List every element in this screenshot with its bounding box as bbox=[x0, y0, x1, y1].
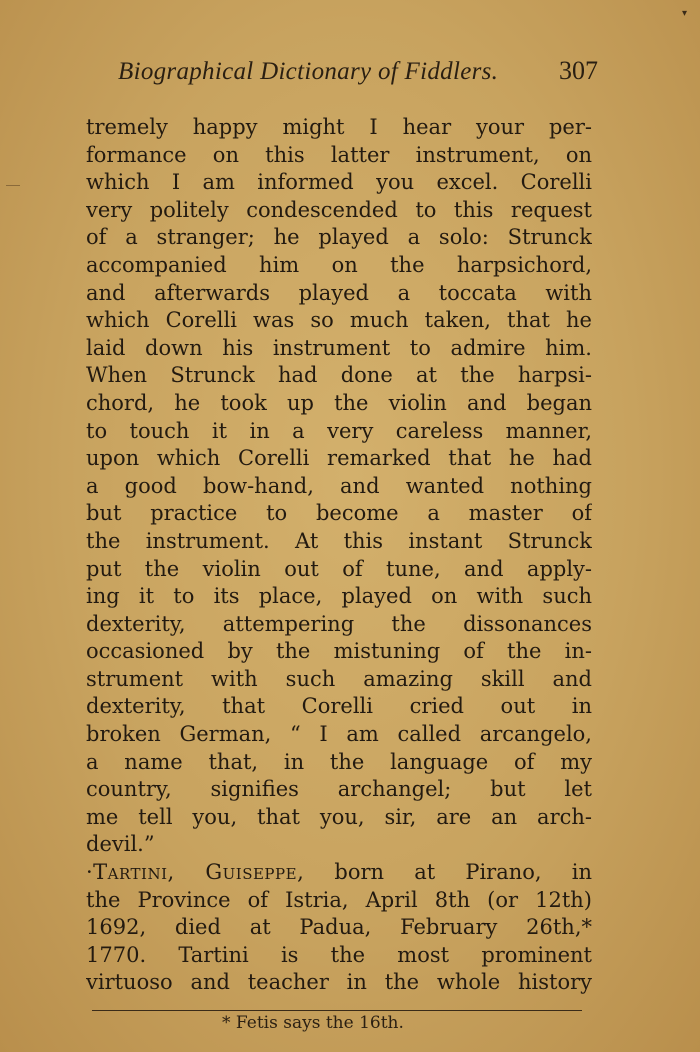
text-line: broken German, “ I am called arcangelo, bbox=[86, 722, 592, 747]
text-line: ing it to its place, played on with such bbox=[86, 584, 592, 609]
text-line: which Corelli was so much taken, that he bbox=[86, 308, 592, 333]
footnote-text: Fetis says the 16th. bbox=[235, 1013, 404, 1033]
text-line: occasioned by the mistuning of the in- bbox=[86, 639, 592, 664]
text-line: formance on this latter instrument, on bbox=[86, 142, 592, 167]
text-line: but practice to become a master of bbox=[86, 501, 592, 526]
text-line: devil.” bbox=[86, 832, 155, 857]
corner-mark-icon: ▾ bbox=[682, 8, 688, 19]
text-line: and afterwards played a toccata with bbox=[86, 280, 592, 305]
margin-mark bbox=[6, 185, 20, 186]
text-line: me tell you, that you, sir, are an arch- bbox=[86, 804, 592, 829]
text-line: dexterity, attempering the dissonances bbox=[86, 611, 592, 636]
text-line: 1770. Tartini is the most prominent bbox=[86, 942, 592, 967]
text-line: put the violin out of tune, and apply- bbox=[86, 556, 592, 581]
text-line: a good bow-hand, and wanted nothing bbox=[86, 473, 592, 498]
text-line: which I am informed you excel. Corelli bbox=[86, 170, 592, 195]
text-line: accompanied him on the harpsichord, bbox=[86, 252, 592, 277]
text-line: of a stranger; he played a solo: Strunck bbox=[86, 225, 592, 250]
entry-name: ·Tartini, Guiseppe, bbox=[86, 860, 305, 885]
text-line: the instrument. At this instant Strunck bbox=[86, 528, 592, 553]
text-line: laid down his instrument to admire him. bbox=[86, 335, 592, 360]
text-line: dexterity, that Corelli cried out in bbox=[86, 694, 592, 719]
text-line: tremely happy might I hear your per- bbox=[86, 115, 592, 139]
running-title: Biographical Dictionary of Fiddlers. bbox=[118, 58, 499, 85]
footnote-rule bbox=[92, 1010, 582, 1011]
text-line: country, signifies archangel; but let bbox=[86, 777, 592, 802]
text-line: 1692, died at Padua, February 26th,* bbox=[86, 915, 592, 940]
page-number: 307 bbox=[559, 56, 598, 85]
text-line: upon which Corelli remarked that he had bbox=[86, 446, 592, 471]
text-line: to touch it in a very careless manner, bbox=[86, 418, 592, 443]
entry-heading-line bbox=[86, 859, 592, 887]
text-line: very politely condescended to this request bbox=[86, 197, 592, 222]
running-head bbox=[118, 56, 598, 92]
text-line: chord, he took up the violin and began bbox=[86, 390, 592, 415]
text-line: strument with such amazing skill and bbox=[86, 666, 592, 691]
text-line: virtuoso and teacher in the whole history bbox=[86, 970, 592, 995]
text-line: a name that, in the language of my bbox=[86, 749, 592, 774]
footnote-marker: * bbox=[222, 1013, 231, 1033]
footnote bbox=[222, 1013, 522, 1033]
body-text bbox=[86, 114, 592, 997]
text-line: When Strunck had done at the harpsi- bbox=[86, 363, 592, 388]
entry-first-line-rest: born at Pirano, in bbox=[304, 860, 592, 885]
text-line: the Province of Istria, April 8th (or 12th) bbox=[86, 887, 592, 912]
